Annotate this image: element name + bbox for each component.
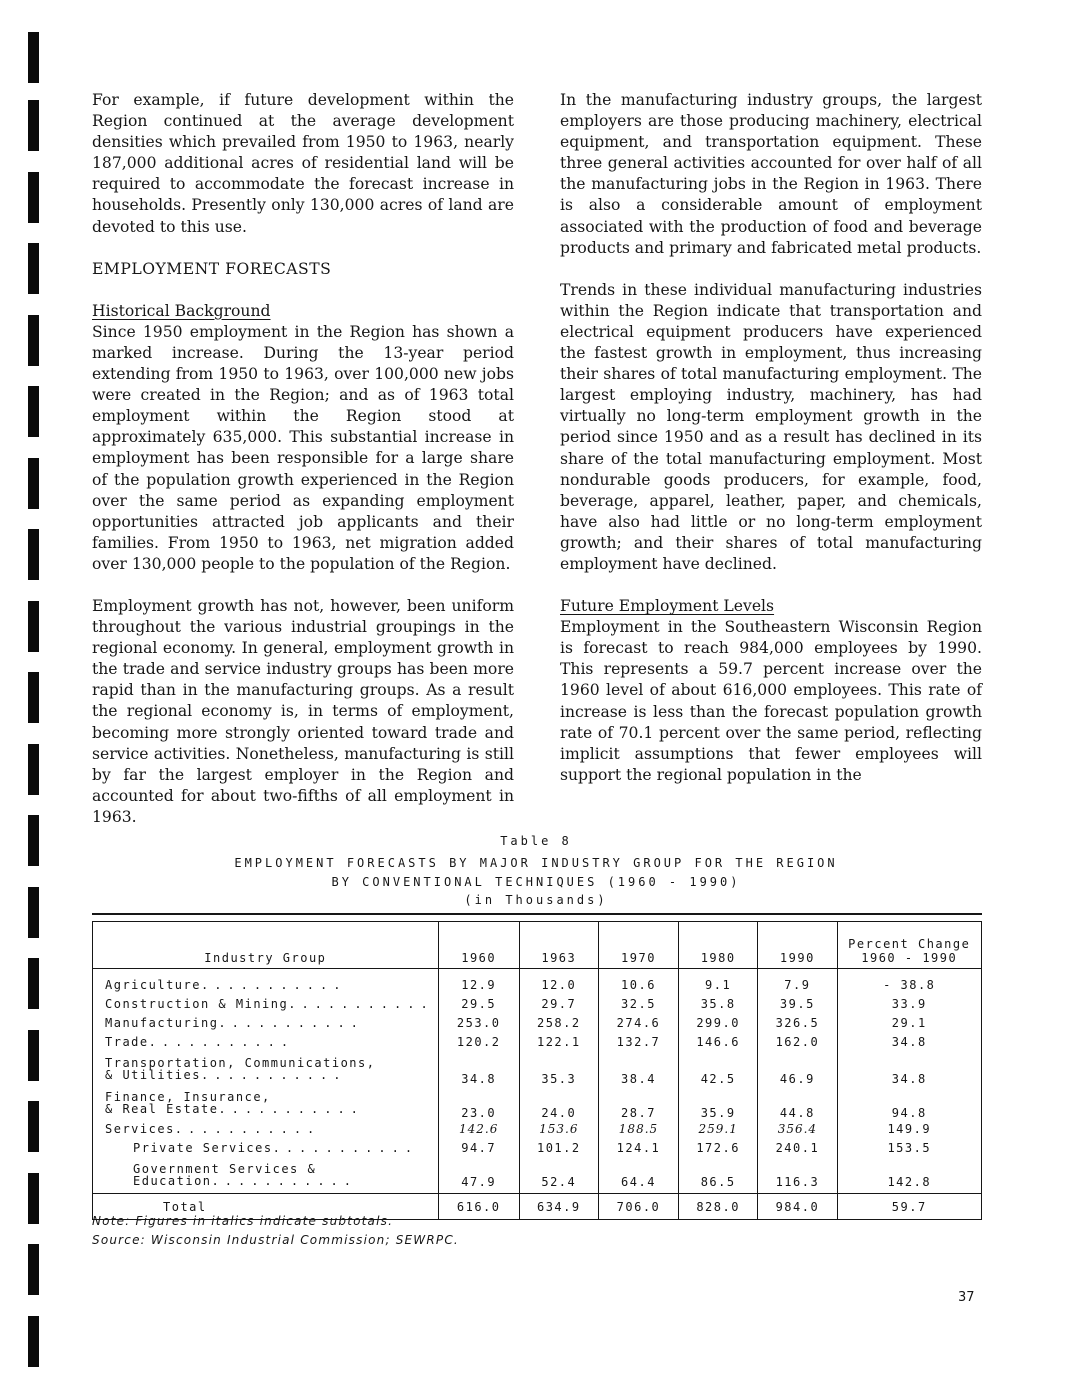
row-label-text: Trade xyxy=(105,1035,149,1049)
row-label-line: Government Services & xyxy=(133,1162,317,1177)
row-label-line: Finance, Insurance, xyxy=(105,1089,271,1104)
cell-1970: 32.5 xyxy=(598,995,678,1014)
subheading: Future Employment Levels xyxy=(560,597,775,616)
dot-leader: ........... xyxy=(200,1067,347,1082)
cell-1990: 44.8 xyxy=(758,1086,837,1120)
cell-1960: 616.0 xyxy=(438,1194,519,1220)
paragraph: Since 1950 employment in the Region has shown a marked increase. During the 13-year period extending from 1950 to 1963, over 100,000 new jobs were created in the Region; and as of 1963 total employment within the Region stood at approximately 635,000. This substantial increase in employment has been responsible for a large share of the population growth experienced in the Region over the same period as expanding employment opportunities attracted job applicants and their families. From 1950 to 1963, net migration added over 130,000 people to the population of the Region. xyxy=(92,322,514,573)
row-label xyxy=(93,1158,439,1194)
paragraph: In the manufacturing industry groups, the largest employers are those producing machinery, electrical equipment, and transportation equipment. These three general activities accounted for over half of all the manufacturing jobs in the Region in 1963. There is also a considerable amount of employment associated with the production of food and beverage products and primary and fabricated metal products. xyxy=(560,91,982,257)
table-row xyxy=(93,1086,982,1120)
row-label-line: Education xyxy=(133,1174,212,1189)
dot-leader: ........... xyxy=(211,1174,358,1189)
binding-mark xyxy=(28,100,39,151)
binding-marks xyxy=(28,0,40,1380)
cell-1970: 188.5 xyxy=(598,1120,678,1139)
cell-1960: 23.0 xyxy=(438,1086,519,1120)
table-row xyxy=(93,969,982,995)
row-label-text: Construction & Mining xyxy=(105,997,289,1011)
employment-table xyxy=(92,913,982,1220)
page-number: 37 xyxy=(958,1290,975,1305)
cell-1990: 356.4 xyxy=(758,1120,837,1139)
binding-mark xyxy=(28,1244,39,1295)
column-header-line: Percent Change xyxy=(848,937,971,951)
cell-1960: 12.9 xyxy=(438,969,519,995)
binding-mark xyxy=(28,744,39,795)
binding-mark xyxy=(28,1316,39,1367)
binding-mark xyxy=(28,529,39,580)
source-text: Source: Wisconsin Industrial Commission; SEWRPC. xyxy=(92,1233,459,1247)
row-label: Total xyxy=(93,1194,439,1220)
cell-1990: 326.5 xyxy=(758,1014,837,1033)
cell-1960: 253.0 xyxy=(438,1014,519,1033)
cell-1980: 35.9 xyxy=(679,1086,758,1120)
row-label-line: & Utilities xyxy=(105,1067,201,1082)
cell-1960: 94.7 xyxy=(438,1139,519,1158)
cell-1980: 42.5 xyxy=(679,1052,758,1086)
binding-mark xyxy=(28,1030,39,1081)
cell-1970: 64.4 xyxy=(598,1158,678,1194)
column-header: 1963 xyxy=(519,922,598,969)
cell-percent-change: 29.1 xyxy=(837,1014,982,1033)
table-row xyxy=(93,1139,982,1158)
cell-1960: 47.9 xyxy=(438,1158,519,1194)
column-header: 1990 xyxy=(758,922,837,969)
row-label xyxy=(93,1086,439,1120)
cell-1970: 706.0 xyxy=(598,1194,678,1220)
cell-1963: 52.4 xyxy=(519,1158,598,1194)
cell-1960: 120.2 xyxy=(438,1033,519,1052)
binding-mark xyxy=(28,672,39,723)
cell-percent-change: 59.7 xyxy=(837,1194,982,1220)
binding-mark xyxy=(28,1101,39,1152)
cell-1980: 259.1 xyxy=(679,1120,758,1139)
cell-1980: 86.5 xyxy=(679,1158,758,1194)
binding-mark xyxy=(28,887,39,938)
cell-1960: 142.6 xyxy=(438,1120,519,1139)
cell-1963: 12.0 xyxy=(519,969,598,995)
table-title: EMPLOYMENT FORECASTS BY MAJOR INDUSTRY GROUP FOR THE REGION xyxy=(234,856,838,870)
cell-percent-change: - 38.8 xyxy=(837,969,982,995)
cell-1990: 116.3 xyxy=(758,1158,837,1194)
paragraph: Trends in these individual manufacturing industries within the Region indicate that transportation and electrical equipment producers have experienced the fastest growth in employment, thus increasing their shares of total manufacturing employment. The largest employing industry, machinery, has had virtually no long-term employment growth in the period since 1950 and as a result has declined in its share of the total manufacturing employment. Most nondurable goods producers, for example, food, beverage, apparel, leather, paper, and chemicals, have also had little or no long-term employment growth; and their shares of total manufacturing employment have declined. xyxy=(560,280,982,573)
column-header: 1980 xyxy=(679,922,758,969)
binding-mark xyxy=(28,243,39,294)
subheading: Historical Background xyxy=(92,301,271,320)
binding-mark xyxy=(28,601,39,652)
cell-1963: 258.2 xyxy=(519,1014,598,1033)
cell-1980: 35.8 xyxy=(679,995,758,1014)
binding-mark xyxy=(28,958,39,1009)
left-column xyxy=(92,90,514,828)
cell-1970: 124.1 xyxy=(598,1139,678,1158)
cell-1963: 24.0 xyxy=(519,1086,598,1120)
cell-1970: 274.6 xyxy=(598,1014,678,1033)
column-header: 1970 xyxy=(598,922,678,969)
cell-1980: 9.1 xyxy=(679,969,758,995)
row-label-text: Agriculture xyxy=(105,978,201,993)
cell-percent-change: 149.9 xyxy=(837,1120,982,1139)
cell-1990: 240.1 xyxy=(758,1139,837,1158)
paragraph: Employment in the Southeastern Wisconsin Region is forecast to reach 984,000 employees by 1990. This represents a 59.7 percent increase over the 1960 level of about 616,000 employees. This rate of increase is less than the forecast population growth rate of 70.1 percent over the same period, reflecting implicit assumptions that fewer employees will support the regional population in the xyxy=(560,618,982,784)
cell-percent-change: 142.8 xyxy=(837,1158,982,1194)
cell-1990: 7.9 xyxy=(758,969,837,995)
cell-1980: 146.6 xyxy=(679,1033,758,1052)
note-text: Note: Figures in italics indicate subtotals. xyxy=(92,1214,394,1228)
cell-percent-change: 34.8 xyxy=(837,1033,982,1052)
binding-mark xyxy=(28,386,39,437)
cell-1963: 634.9 xyxy=(519,1194,598,1220)
column-header: Industry Group xyxy=(93,922,439,969)
table-row xyxy=(93,1033,982,1052)
cell-1980: 299.0 xyxy=(679,1014,758,1033)
cell-1990: 162.0 xyxy=(758,1033,837,1052)
row-label xyxy=(93,995,439,1014)
cell-1963: 29.7 xyxy=(519,995,598,1014)
binding-mark xyxy=(28,1173,39,1224)
column-header: 1960 xyxy=(438,922,519,969)
cell-1970: 132.7 xyxy=(598,1033,678,1052)
column-header-line: 1960 - 1990 xyxy=(861,951,958,965)
table-header-row xyxy=(93,922,982,969)
cell-1960: 34.8 xyxy=(438,1052,519,1086)
cell-1990: 39.5 xyxy=(758,995,837,1014)
table-row-subtotal xyxy=(93,1120,982,1139)
row-label-text: Services xyxy=(105,1122,175,1136)
cell-percent-change: 94.8 xyxy=(837,1086,982,1120)
dot-leader: ........... xyxy=(218,1101,364,1116)
cell-1963: 153.6 xyxy=(519,1120,598,1139)
row-label xyxy=(93,1052,439,1086)
table-notes xyxy=(92,1212,459,1250)
dot-leader: ........... xyxy=(148,1035,295,1049)
cell-1990: 984.0 xyxy=(758,1194,837,1220)
table-row xyxy=(93,1052,982,1086)
cell-1970: 10.6 xyxy=(598,969,678,995)
dot-leader: ........... xyxy=(174,1122,321,1136)
row-label-line: & Real Estate xyxy=(105,1101,219,1116)
cell-1963: 101.2 xyxy=(519,1139,598,1158)
row-label xyxy=(93,1139,439,1158)
cell-1980: 828.0 xyxy=(679,1194,758,1220)
cell-1980: 172.6 xyxy=(679,1139,758,1158)
cell-1970: 28.7 xyxy=(598,1086,678,1120)
cell-1963: 122.1 xyxy=(519,1033,598,1052)
table-title: BY CONVENTIONAL TECHNIQUES (1960 - 1990) xyxy=(331,875,741,889)
binding-mark xyxy=(28,172,39,223)
row-label-text: Private Services xyxy=(133,1141,273,1155)
row-label xyxy=(93,969,439,995)
dot-leader: ........... xyxy=(200,978,347,993)
cell-1970: 38.4 xyxy=(598,1052,678,1086)
table-units: (in Thousands) xyxy=(464,893,608,907)
row-label-line: Transportation, Communications, xyxy=(105,1055,376,1070)
cell-percent-change: 34.8 xyxy=(837,1052,982,1086)
table-number: Table 8 xyxy=(500,834,572,848)
cell-1990: 46.9 xyxy=(758,1052,837,1086)
dot-leader: ........... xyxy=(288,997,434,1011)
cell-1960: 29.5 xyxy=(438,995,519,1014)
row-label xyxy=(93,1120,439,1139)
cell-percent-change: 153.5 xyxy=(837,1139,982,1158)
binding-mark xyxy=(28,815,39,866)
paragraph: Employment growth has not, however, been uniform throughout the various industrial groupings in the regional economy. In general, employment growth in the trade and service industry groups has been more rapid than in the manufacturing groups. As a result the regional economy is, in terms of employment, becoming more strongly oriented toward trade and service activities. Nonetheless, manufacturing is still by far the largest employer in the Region and accounted for about two-fifths of all employment in 1963. xyxy=(92,596,514,826)
row-label-text: Manufacturing xyxy=(105,1016,219,1030)
column-header xyxy=(837,922,982,969)
binding-mark xyxy=(28,32,39,83)
table-row xyxy=(93,995,982,1014)
row-label xyxy=(93,1014,439,1033)
dot-leader: ........... xyxy=(218,1016,364,1030)
cell-1963: 35.3 xyxy=(519,1052,598,1086)
paragraph: For example, if future development within the Region continued at the average development densities which prevailed from 1950 to 1963, nearly 187,000 additional acres of residential land will be required to accommodate the forecast increase in households. Presently only 130,000 acres of land are devoted to this use. xyxy=(92,91,514,236)
binding-mark xyxy=(28,315,39,366)
table-row xyxy=(93,1014,982,1033)
binding-mark xyxy=(28,458,39,509)
section-heading: EMPLOYMENT FORECASTS xyxy=(92,259,332,278)
row-label xyxy=(93,1033,439,1052)
cell-percent-change: 33.9 xyxy=(837,995,982,1014)
table-row xyxy=(93,1158,982,1194)
dot-leader: ........... xyxy=(272,1141,419,1155)
right-column xyxy=(560,90,982,786)
